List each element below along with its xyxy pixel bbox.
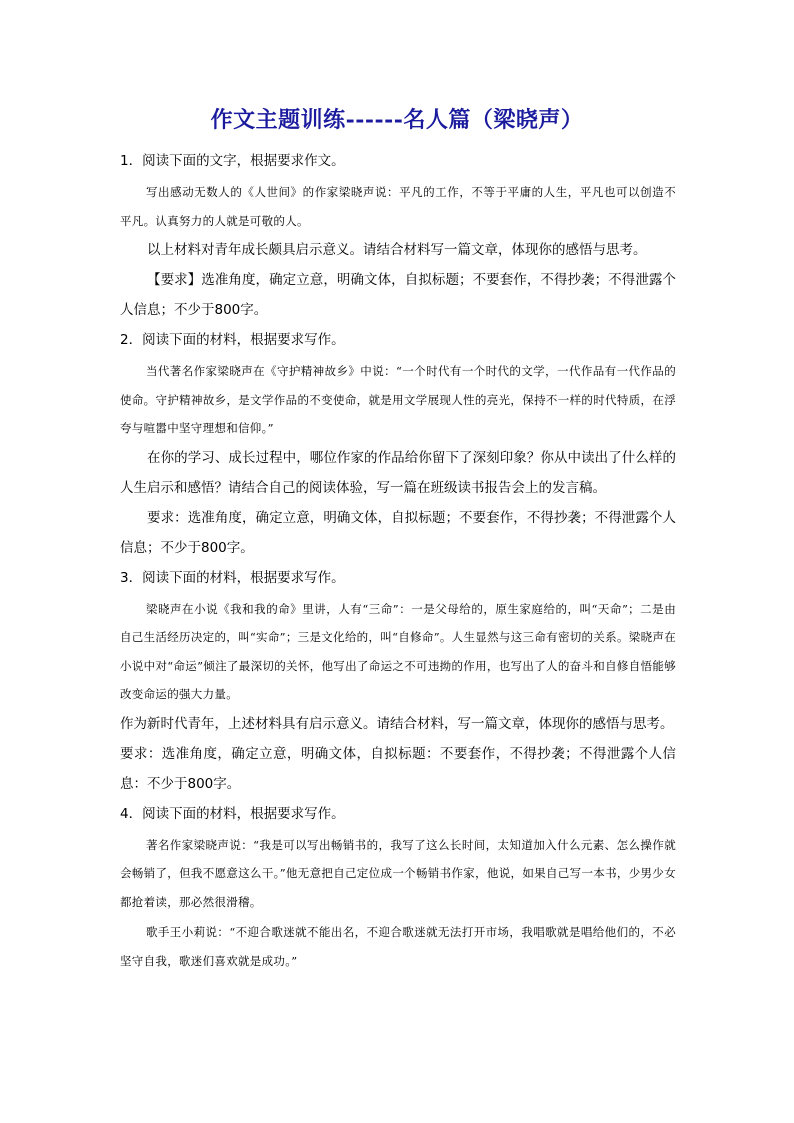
question-1-excerpt: 写出感动无数人的《人世间》的作家梁晓声说：平凡的工作，不等于平庸的人生，平凡也可以创造不平凡。认真努力的人就是可敬的人。	[120, 185, 676, 228]
question-3-task: 作为新时代青年，上述材料具有启示意义。请结合材料，写一篇文章，体现你的感悟与思考。	[120, 715, 674, 732]
question-3-excerpt: 梁晓声在小说《我和我的命》里讲，人有“三命”：一是父母给的，原生家庭给的，叫“天命”；二是由自己生活经历决定的，叫“实命”；三是文化给的，叫“自修命”。人生显然与这三命有密切的关系。梁晓声在小说中对“命运”倾注了最深切的关怀，他写出了命运之不可违拗的作用，也写出了人的奋斗和自修自悟能够改变命运的强大力量。	[120, 601, 676, 701]
question-1-heading: 1．阅读下面的文字，根据要求作文。	[120, 153, 345, 169]
document-body	[120, 146, 676, 975]
question-3-requirement: 要求：选准角度，确定立意，明确文体，自拟标题：不要套作，不得抄袭；不得泄露个人信息：不少于800字。	[120, 745, 676, 792]
question-4-excerpt-1: 著名作家梁晓声说：“我是可以写出畅销书的，我写了这么长时间，太知道加入什么元素、怎么操作就会畅销了，但我不愿意这么干。”他无意把自己定位成一个畅销书作家，他说，如果自己写一本书，少男少女都抢着读，那必然很滑稽。	[120, 837, 676, 909]
question-3-heading: 3．阅读下面的材料，根据要求写作。	[120, 569, 345, 586]
question-2-task: 在你的学习、成长过程中，哪位作家的作品给你留下了深刻印象？你从中读出了什么样的人生启示和感悟？请结合自己的阅读体验，写一篇在班级读书报告会上的发言稿。	[120, 449, 676, 496]
question-2-heading: 2．阅读下面的材料，根据要求写作。	[120, 332, 345, 348]
question-1-task: 以上材料对青年成长颇具启示意义。请结合材料写一篇文章，体现你的感悟与思考。	[147, 242, 647, 258]
question-4-excerpt-2: 歌手王小莉说：“不迎合歌迷就不能出名，不迎合歌迷就无法打开市场，我唱歌就是唱给他们的，不必坚守自我，歌迷们喜欢就是成功。”	[120, 925, 676, 968]
question-2-requirement: 要求：选准角度，确定立意，明确文体，自拟标题；不要套作，不得抄袭；不得泄露个人信息；不少于800字。	[120, 509, 676, 556]
question-2-excerpt: 当代著名作家梁晓声在《守护精神故乡》中说：“一个时代有一个时代的文学，一代作品有一代作品的使命。守护精神故乡，是文学作品的不变使命，就是用文学展现人性的亮光，保持不一样的时代特质，在浮夸与喧嚣中坚守理想和信仰。”	[120, 364, 676, 435]
question-4-heading: 4．阅读下面的材料，根据要求写作。	[120, 805, 345, 822]
question-1-requirement: 【要求】选准角度，确定立意，明确文体，自拟标题；不要套作，不得抄袭；不得泄露个人信息；不少于800字。	[120, 272, 676, 318]
document-title: 作文主题训练------名人篇（梁晓声）	[210, 107, 584, 133]
